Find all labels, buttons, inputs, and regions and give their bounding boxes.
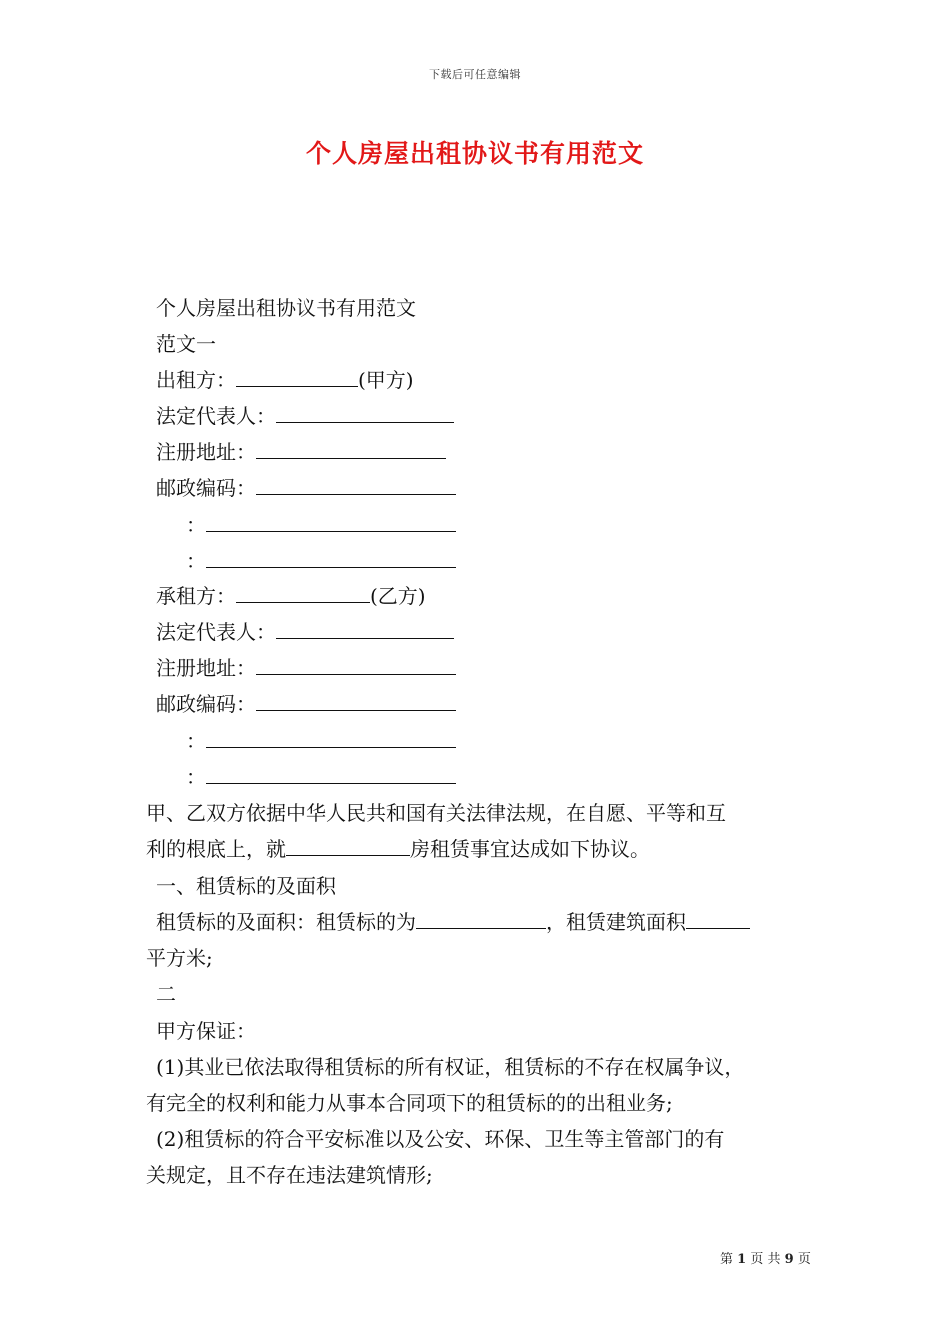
page-suffix: 页 [797, 1252, 811, 1267]
legal-rep-blank [276, 618, 454, 639]
postal-code-label: 邮政编码： [156, 692, 256, 716]
lessee-blank [236, 582, 370, 603]
lessor-label: 出租方： [156, 368, 236, 392]
lessor-blank [236, 366, 358, 387]
document-title: 个人房屋出租协议书有用范文 [305, 139, 644, 168]
party-a-suffix: (甲方) [358, 368, 414, 392]
lessee-line [156, 582, 426, 610]
intro-text-b: 房租赁事宜达成如下协议。 [410, 837, 650, 861]
lessee-postal-line [156, 690, 456, 718]
reg-address-blank [256, 438, 446, 459]
lessee-address-line [156, 654, 456, 682]
extra-blank [206, 727, 456, 748]
lessor-extra-line-1 [186, 511, 456, 539]
lessor-legal-rep-line [156, 402, 454, 430]
sample-label: 范文一 [156, 332, 216, 356]
section-1-text-a: 租赁标的及面积：租赁标的为 [156, 910, 416, 934]
item-1-line-1: (1)其业已依法取得租赁标的所有权证，租赁标的不存在权属争议， [156, 1055, 745, 1079]
area-blank [686, 908, 750, 929]
lessor-line [156, 366, 414, 394]
page-prefix: 第 [720, 1252, 734, 1267]
extra-blank [206, 547, 456, 568]
extra-blank [206, 511, 456, 532]
current-page: 1 [737, 1252, 747, 1267]
legal-rep-label: 法定代表人： [156, 620, 276, 644]
intro-line-1: 甲、乙双方依据中华人民共和国有关法律法规，在自愿、平等和互 [146, 801, 726, 825]
section-2-title: 二 [156, 982, 176, 1006]
property-blank [286, 835, 410, 856]
postal-code-blank [256, 474, 456, 495]
section-1-text-b: ，租赁建筑面积 [546, 910, 686, 934]
subtitle: 个人房屋出租协议书有用范文 [156, 296, 416, 320]
extra-blank [206, 763, 456, 784]
colon-label: ： [186, 513, 206, 537]
reg-address-blank [256, 654, 456, 675]
party-b-suffix: (乙方) [370, 584, 426, 608]
postal-code-label: 邮政编码： [156, 476, 256, 500]
section-1-line-1 [156, 908, 750, 936]
legal-rep-label: 法定代表人： [156, 404, 276, 428]
reg-address-label: 注册地址： [156, 440, 256, 464]
colon-label: ： [186, 765, 206, 789]
lessee-extra-line-1 [186, 727, 456, 755]
postal-code-blank [256, 690, 456, 711]
reg-address-label: 注册地址： [156, 656, 256, 680]
item-1-line-2: 有完全的权利和能力从事本合同项下的租赁标的的出租业务; [146, 1091, 673, 1115]
section-1-title: 一、租赁标的及面积 [156, 874, 336, 898]
lessor-postal-line [156, 474, 456, 502]
page-header: 下载后可任意编辑 [429, 68, 521, 81]
intro-line-2 [146, 835, 650, 863]
legal-rep-blank [276, 402, 454, 423]
lessee-extra-line-2 [186, 763, 456, 791]
colon-label: ： [186, 549, 206, 573]
lessee-legal-rep-line [156, 618, 454, 646]
intro-text-a: 利的根底上，就 [146, 837, 286, 861]
section-1-line-2: 平方米; [146, 946, 213, 970]
lessee-label: 承租方： [156, 584, 236, 608]
lessor-extra-line-2 [186, 547, 456, 575]
total-pages: 9 [784, 1252, 794, 1267]
item-2-line-1: (2)租赁标的符合平安标准以及公安、环保、卫生等主管部门的有 [156, 1127, 725, 1151]
party-a-guarantee: 甲方保证： [156, 1019, 256, 1043]
lease-object-blank [416, 908, 546, 929]
lessor-address-line [156, 438, 446, 466]
page-middle: 页 共 [750, 1252, 781, 1267]
colon-label: ： [186, 729, 206, 753]
item-2-line-2: 关规定，且不存在违法建筑情形; [146, 1163, 433, 1187]
page-number [720, 1248, 811, 1267]
